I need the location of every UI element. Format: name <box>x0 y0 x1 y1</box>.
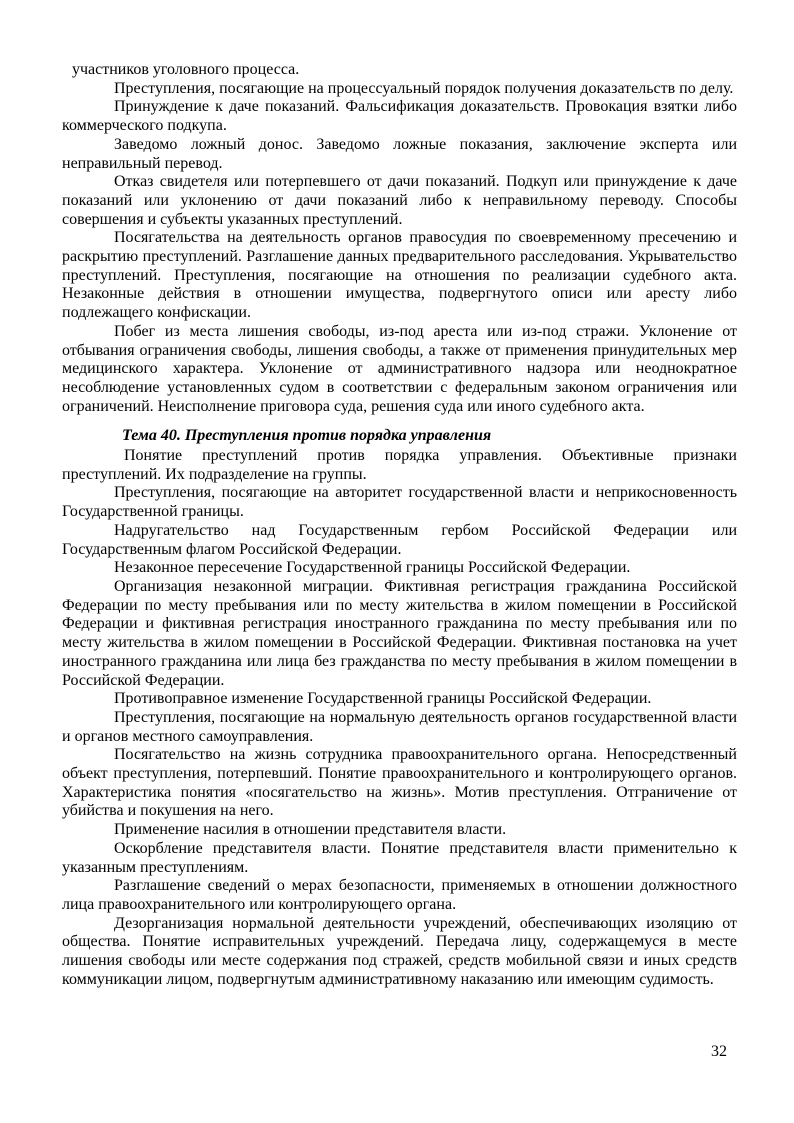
paragraph: Разглашение сведений о мерах безопасности, применяемых в отношении должностного лица правоохранительного или контролирующего органа. <box>62 877 737 913</box>
paragraph: Преступления, посягающие на процессуальный порядок получения доказательств по делу. <box>114 79 734 97</box>
paragraph: Преступления, посягающие на авторитет государственной власти и неприкосновенность Государственной границы. <box>62 484 737 521</box>
page-number: 32 <box>711 1043 727 1060</box>
paragraph: Дезорганизация нормальной деятельности учреждений, обеспечивающих изоляцию от общества. Понятие исправительных учреждений. Передача лицу, содержащемуся в месте лишения свободы или месте содержания под стражей, средств мобильной связи и иных средств коммуникации лицом, подвергнутым административному наказанию или имеющим судимость. <box>62 914 737 988</box>
topic-heading: Тема 40. Преступления против порядка управления <box>122 427 492 445</box>
paragraph: Применение насилия в отношении представителя власти. <box>114 821 507 839</box>
paragraph: участников уголовного процесса. <box>72 61 300 78</box>
paragraph: Противоправное изменение Государственной границы Российской Федерации. <box>114 690 652 708</box>
paragraph: Заведомо ложный донос. Заведомо ложные показания, заключение эксперта или неправильный перевод. <box>62 135 737 172</box>
paragraph: Посягательства на деятельность органов правосудия по своевременному пресечению и раскрытию преступлений. Разглашение данных предварительного расследования. Укрывательство преступлений. Преступления, посягающие на отношения по реализации судебного акта. Незаконные действия в отношении имущества, подвергнутого описи или аресту либо подлежащего конфискации. <box>62 229 737 322</box>
paragraph: Побег из места лишения свободы, из-под ареста или из-под стражи. Уклонение от отбывания ограничения свободы, лишения свободы, а также от применения принудительных мер медицинского характера. Уклонение от административного надзора или неоднократное несоблюдение установленных судом в соответствии с федеральным законом ограничения или ограничений. Неисполнение приговора суда, решения суда или иного судебного акта. <box>62 322 737 415</box>
paragraph: Оскорбление представителя власти. Понятие представителя власти применительно к указанным преступлениям. <box>62 839 737 876</box>
paragraph: Надругательство над Государственным гербом Российской Федерации или Государственным флагом Российской Федерации. <box>62 521 737 558</box>
paragraph: Понятие преступлений против порядка управления. Объективные признаки преступлений. Их подразделение на группы. <box>62 447 737 483</box>
paragraph: Преступления, посягающие на нормальную деятельность органов государственной власти и органов местного самоуправления. <box>62 708 737 745</box>
paragraph: Отказ свидетеля или потерпевшего от дачи показаний. Подкуп или принуждение к даче показаний или уклонению от дачи показаний либо к неправильному переводу. Способы совершения и субъекты указанных преступлений. <box>62 173 737 228</box>
document-body <box>62 61 737 989</box>
paragraph: Организация незаконной миграции. Фиктивная регистрация гражданина Российской Федерации по месту пребывания или по месту жительства в жилом помещении в Российской Федерации и фиктивная регистрация иностранного гражданина по месту пребывания или по месту жительства в жилом помещении в Российской Федерации. Фиктивная постановка на учет иностранного гражданина или лица без гражданства по месту пребывания в жилом помещении в Российской Федерации. <box>62 577 737 689</box>
paragraph: Посягательство на жизнь сотрудника правоохранительного органа. Непосредственный объект преступления, потерпевший. Понятие правоохранительного и контролирующего органов. Характеристика понятия «посягательство на жизнь». Мотив преступления. Отграничение от убийства и покушения на него. <box>62 746 737 820</box>
paragraph: Принуждение к даче показаний. Фальсификация доказательств. Провокация взятки либо коммерческого подкупа. <box>62 98 737 135</box>
paragraph: Незаконное пересечение Государственной границы Российской Федерации. <box>114 559 631 577</box>
